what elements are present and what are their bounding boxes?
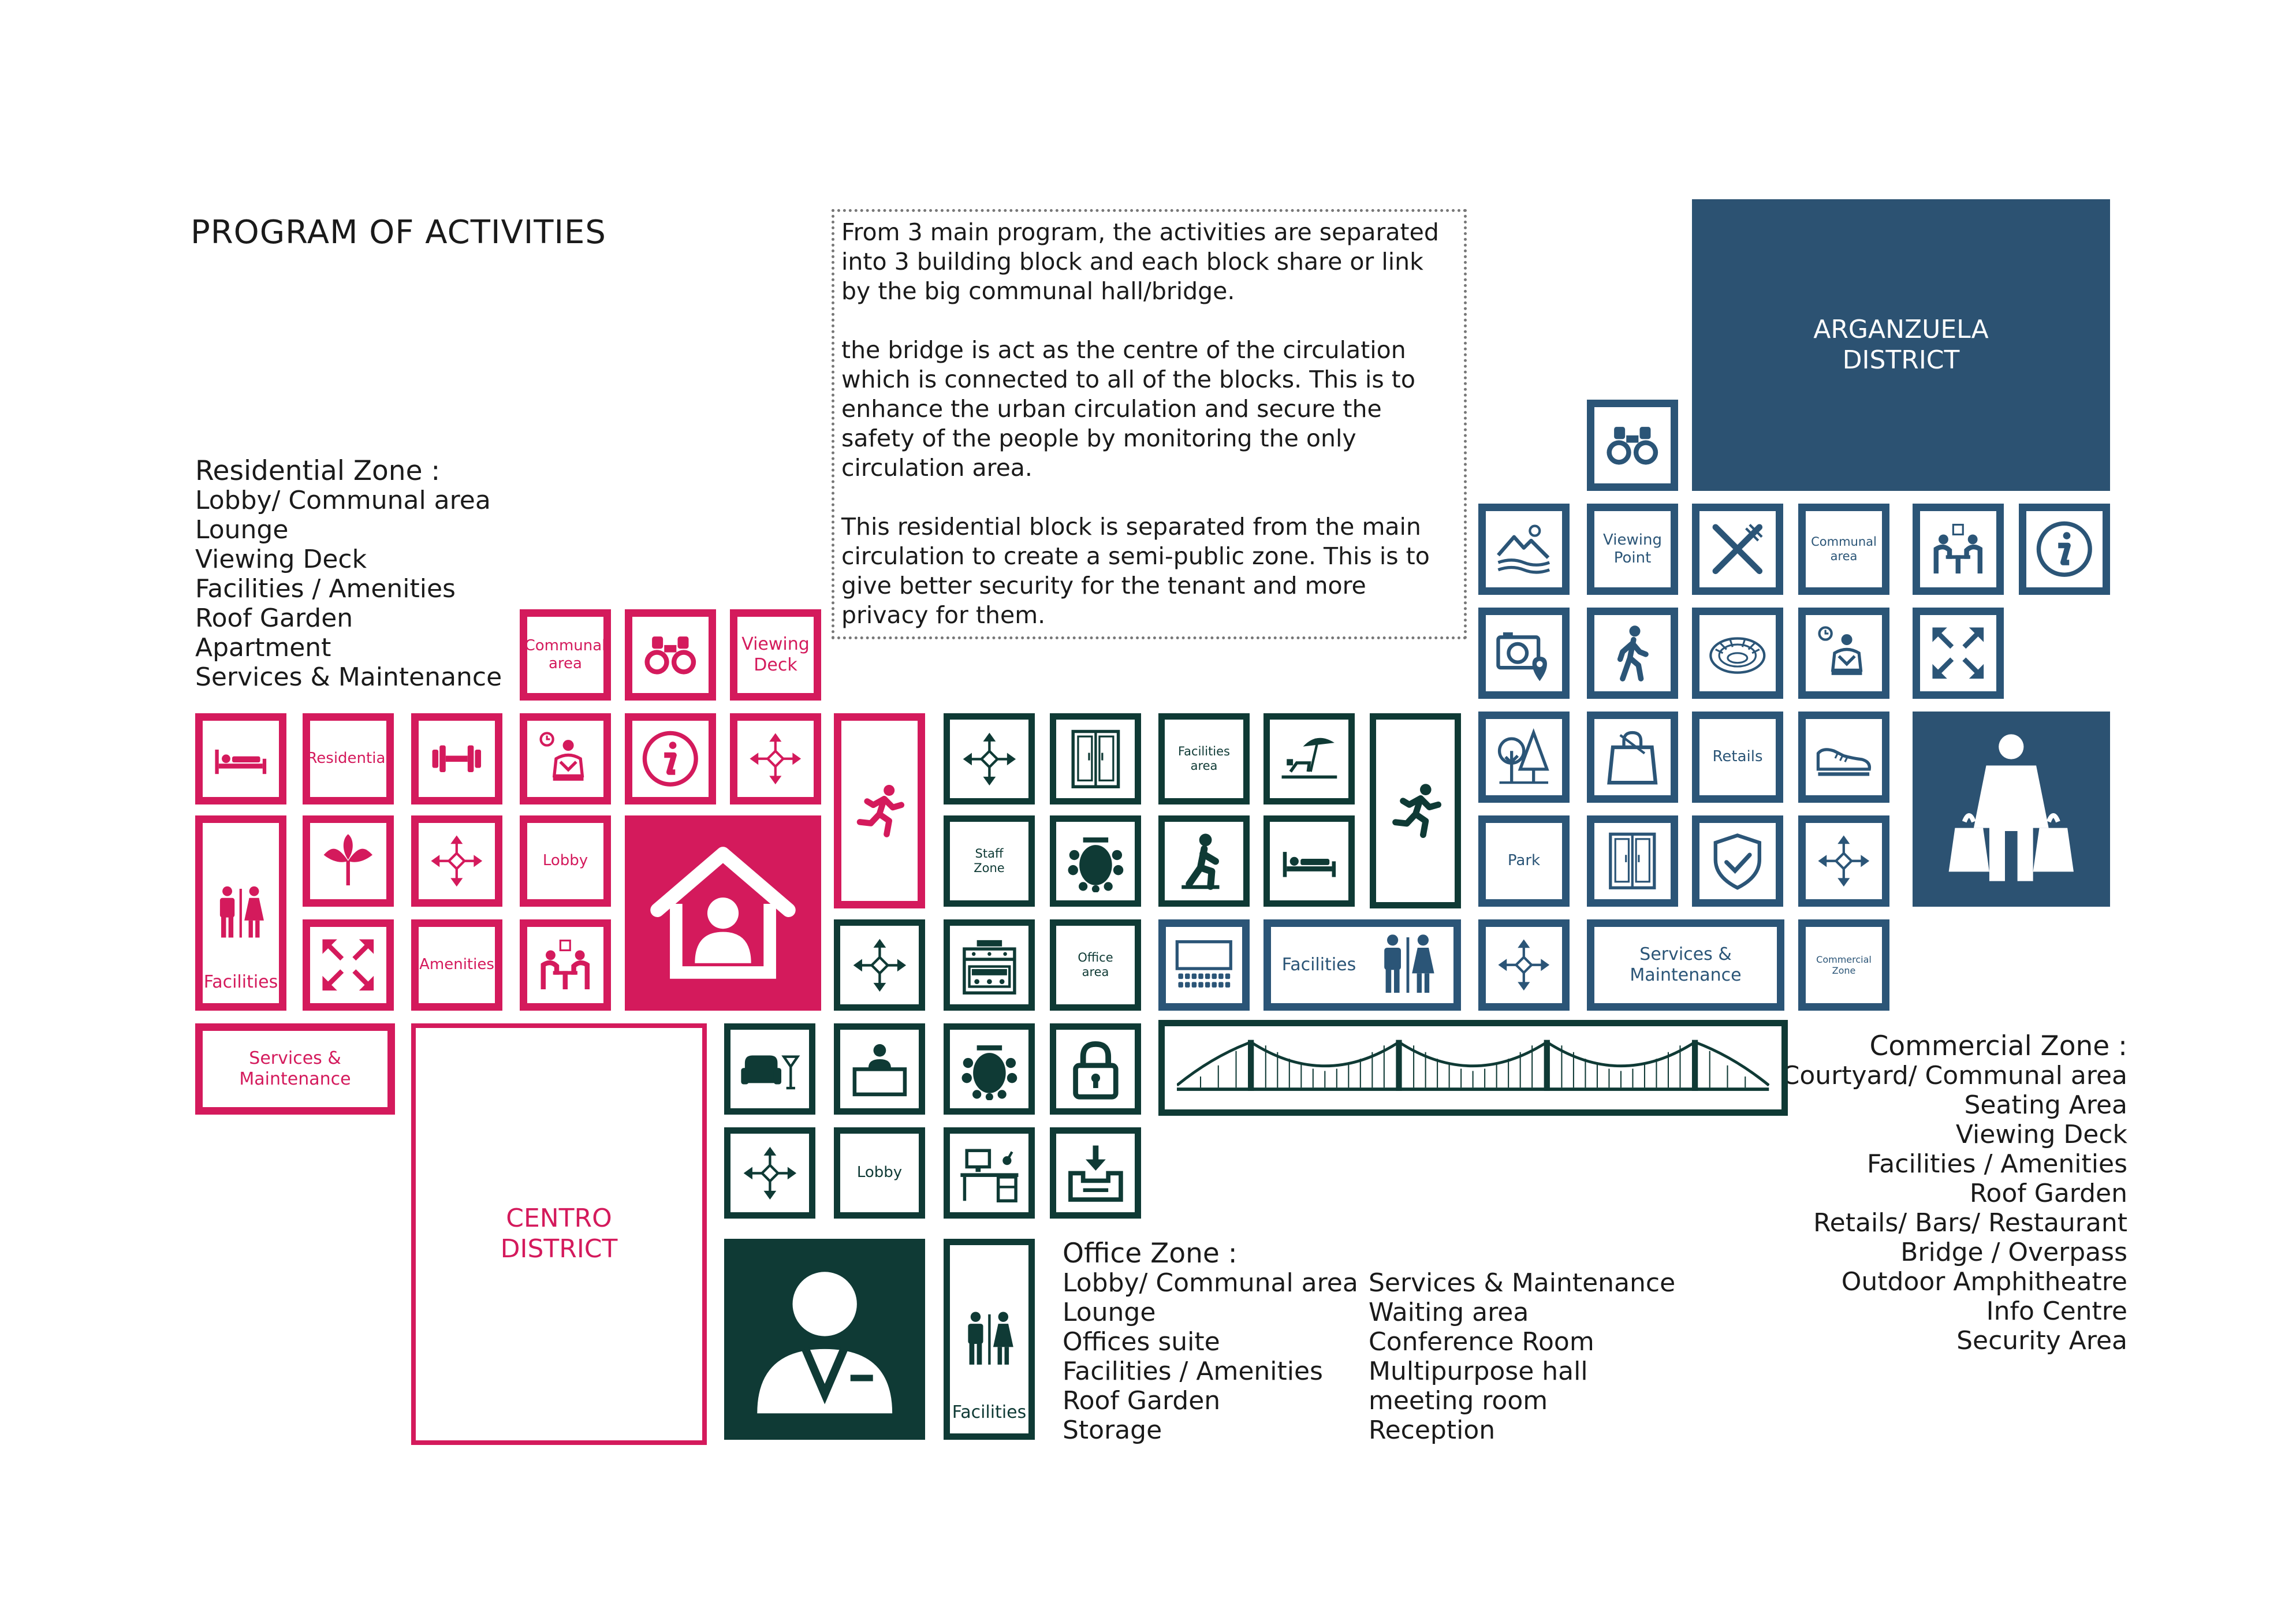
tile-move	[411, 815, 502, 907]
tile-label: Facilities	[203, 972, 278, 992]
stadium-icon	[1707, 623, 1768, 684]
runner-icon	[849, 775, 910, 847]
list-item: Storage	[1063, 1416, 1162, 1445]
tile-move	[1798, 815, 1889, 907]
mountain-icon	[1493, 519, 1555, 580]
tile-expand	[1913, 608, 2004, 699]
tree-icon	[1493, 727, 1555, 788]
tile-label: Residential	[307, 750, 390, 768]
tile-runner	[1370, 713, 1461, 908]
tile-staff-zone	[944, 815, 1035, 907]
tile-bridge	[1158, 1020, 1788, 1116]
district-label: ARGANZUELA	[1813, 314, 1989, 344]
shopping-bag-icon	[1602, 727, 1663, 788]
move-arrows-icon	[426, 830, 487, 892]
tile-meeting	[1913, 504, 2004, 595]
tile-desk	[944, 1127, 1035, 1219]
tile-label: Zone	[974, 861, 1005, 875]
tile-reception	[834, 1023, 925, 1115]
list-item: Facilities / Amenities	[195, 574, 456, 604]
walking-icon	[1602, 623, 1663, 684]
list-item: Lounge	[1063, 1298, 1156, 1327]
list-item: Offices suite	[1063, 1327, 1220, 1357]
tile-label: Commercial	[1816, 953, 1872, 965]
list-item: Bridge / Overpass	[1900, 1238, 2127, 1267]
bed-icon	[210, 728, 271, 789]
tile-communal-area	[520, 609, 611, 701]
tile-lobby	[520, 815, 611, 907]
tile-move	[724, 1127, 815, 1219]
list-item: Multipurpose hall	[1369, 1357, 1588, 1386]
tile-label: Communal	[1811, 534, 1877, 549]
tile-kitchen	[944, 919, 1035, 1011]
tile-label: Park	[1507, 852, 1541, 870]
cutlery-icon	[1707, 519, 1768, 580]
page-title: PROGRAM OF ACTIVITIES	[191, 214, 606, 251]
desk-icon	[958, 1142, 1021, 1205]
move-arrows-icon	[848, 934, 911, 997]
list-item: Info Centre	[1986, 1297, 2127, 1326]
meeting-icon	[1928, 519, 1989, 580]
kitchen-icon	[958, 934, 1021, 997]
list-item: meeting room	[1369, 1386, 1548, 1416]
reception-desk-icon	[848, 1038, 911, 1101]
commercial-zone-heading: Commercial Zone :	[1869, 1030, 2127, 1062]
businessman-icon	[744, 1259, 905, 1420]
list-item: Retails/ Bars/ Restaurant	[1813, 1208, 2127, 1238]
tile-facilities-wc	[1263, 919, 1461, 1011]
tile-services-maintenance	[1587, 919, 1784, 1011]
tile-label: Lobby	[542, 852, 588, 870]
tile-mountain	[1478, 504, 1570, 595]
office-zone-list-2	[1369, 1268, 1675, 1445]
description-paragraph-2: the bridge is act as the centre of the circulation which is connected to all of the blocks. This is to enhance the urban circulation and secure the safety of the people by monitoring the only circulation area.	[841, 336, 1415, 482]
list-item: Viewing Deck	[1955, 1120, 2127, 1149]
tile-bed	[1263, 815, 1355, 907]
list-item: Waiting area	[1369, 1298, 1529, 1327]
list-item: Conference Room	[1369, 1327, 1594, 1357]
shoe-icon	[1813, 727, 1874, 788]
list-item: Apartment	[195, 633, 331, 662]
shopper-icon	[1932, 731, 2090, 887]
tile-commercial-zone	[1798, 919, 1889, 1011]
tile-viewing-deck	[730, 609, 821, 701]
tile-plant	[303, 815, 394, 907]
info-icon	[640, 728, 701, 789]
tile-label: Point	[1613, 549, 1652, 567]
tile-label: Staff	[975, 846, 1004, 861]
list-item: Services & Maintenance	[1369, 1268, 1676, 1298]
cinema-icon	[1173, 934, 1235, 996]
tile-label: Maintenance	[239, 1069, 351, 1089]
description-box	[832, 209, 1467, 639]
conference-table-icon	[1064, 830, 1127, 893]
tile-waiting	[1798, 608, 1889, 699]
tile-residential	[303, 713, 394, 804]
tile-move	[944, 713, 1035, 804]
tile-binoculars	[1587, 400, 1678, 491]
tile-bed	[195, 713, 286, 804]
tile-waiting	[520, 713, 611, 804]
conference-table-icon	[958, 1038, 1021, 1101]
tile-amenities	[411, 919, 502, 1011]
info-icon	[2034, 519, 2095, 580]
tile-office-person	[724, 1239, 925, 1440]
list-item: Roof Garden	[1063, 1386, 1221, 1416]
expand-icon	[1928, 623, 1989, 684]
list-item: Reception	[1369, 1416, 1496, 1445]
tile-stadium	[1692, 608, 1783, 699]
list-item: Roof Garden	[195, 604, 353, 633]
tile-conference	[1050, 815, 1141, 907]
tile-tree	[1478, 712, 1570, 803]
tile-park	[1478, 815, 1570, 907]
list-item: Roof Garden	[1969, 1179, 2127, 1208]
list-item: Facilities / Amenities	[1063, 1357, 1323, 1386]
list-item: Lobby/ Communal area	[1063, 1268, 1358, 1298]
tile-shopper	[1913, 712, 2110, 907]
tile-locker	[1050, 713, 1141, 804]
residential-zone-heading: Residential Zone :	[195, 455, 441, 487]
centro-district	[411, 1023, 707, 1445]
dumbbell-icon	[426, 728, 487, 789]
move-arrows-icon	[739, 1142, 802, 1205]
tile-communal-area	[1798, 504, 1889, 595]
toilet-icon	[958, 1297, 1021, 1382]
tile-inbox	[1050, 1127, 1141, 1219]
tile-services-maintenance	[195, 1023, 395, 1115]
tile-move	[1478, 919, 1570, 1011]
list-item: Viewing Deck	[195, 545, 367, 574]
list-item: Security Area	[1956, 1326, 2127, 1355]
toilet-icon	[1373, 930, 1443, 1000]
tile-label: Viewing	[741, 634, 810, 654]
tile-label: Zone	[1832, 965, 1856, 976]
commercial-zone-list	[1782, 1031, 2127, 1355]
tile-label: Maintenance	[1630, 965, 1742, 985]
runner-icon	[1384, 774, 1447, 847]
move-arrows-icon	[1813, 830, 1874, 892]
binoculars-icon	[1602, 415, 1663, 476]
lock-icon	[1064, 1038, 1127, 1101]
list-item: Seating Area	[1964, 1090, 2127, 1120]
meeting-icon	[535, 934, 596, 996]
expand-icon	[318, 934, 379, 996]
list-item: Services & Maintenance	[195, 662, 502, 692]
tile-cinema	[1158, 919, 1250, 1011]
tile-info	[2019, 504, 2110, 595]
house-person-icon	[644, 835, 802, 991]
lounge-chair-icon	[739, 1038, 802, 1101]
district-label: CENTRO	[506, 1204, 612, 1234]
list-item: Lounge	[195, 515, 289, 545]
tile-label: Deck	[754, 655, 797, 675]
move-arrows-icon	[1493, 934, 1555, 996]
tile-walking	[1587, 608, 1678, 699]
tile-beach	[1263, 713, 1355, 804]
tile-lobby	[834, 1127, 925, 1219]
tile-locker	[1587, 815, 1678, 907]
tile-dumbbell	[411, 713, 502, 804]
arganzuela-district	[1692, 199, 2110, 491]
tile-facilities-office	[944, 1239, 1035, 1440]
description-paragraph-1: From 3 main program, the activities are separated into 3 building block and each block share or link by the big communal hall/bridge.	[841, 218, 1439, 305]
tile-label: Facilities	[1281, 955, 1356, 975]
list-item: Courtyard/ Communal area	[1781, 1061, 2127, 1090]
tile-facilities-area	[1158, 713, 1250, 804]
locker-icon	[1064, 728, 1127, 791]
kneel-icon	[1173, 830, 1236, 893]
inbox-icon	[1064, 1142, 1127, 1205]
tile-kneel	[1158, 815, 1250, 907]
office-zone-list	[1063, 1239, 1358, 1445]
district-label: DISTRICT	[1842, 345, 1960, 375]
list-item: Lobby/ Communal area	[195, 486, 491, 515]
tile-apartment	[625, 815, 821, 1011]
bed-icon	[1278, 830, 1341, 893]
tile-label: Lobby	[856, 1164, 903, 1182]
tile-cutlery	[1692, 504, 1783, 595]
tile-move	[834, 919, 925, 1011]
beach-icon	[1278, 728, 1341, 791]
bridge-icon	[1177, 1034, 1769, 1101]
move-arrows-icon	[958, 728, 1021, 791]
tile-shoe	[1798, 712, 1889, 803]
tile-meeting	[520, 919, 611, 1011]
tile-lock	[1050, 1023, 1141, 1115]
camera-pin-icon	[1493, 623, 1555, 684]
binoculars-icon	[640, 624, 701, 686]
tile-facilities	[195, 815, 286, 1011]
district-label: DISTRICT	[500, 1234, 618, 1264]
toilet-icon	[210, 873, 271, 953]
residential-zone-list	[195, 456, 502, 692]
tile-label: area	[1830, 549, 1858, 563]
shield-icon	[1707, 830, 1768, 892]
tile-expand	[303, 919, 394, 1011]
locker-icon	[1602, 830, 1663, 892]
tile-label: Office	[1078, 950, 1113, 964]
tile-label: area	[1082, 965, 1109, 979]
tile-shield	[1692, 815, 1783, 907]
tile-label: Facilities	[952, 1402, 1027, 1422]
list-item: Facilities / Amenities	[1867, 1149, 2127, 1179]
tile-conference	[944, 1023, 1035, 1115]
tile-label: area	[549, 655, 582, 672]
tile-retails	[1692, 712, 1783, 803]
tile-move	[730, 713, 821, 804]
tile-lounge	[724, 1023, 815, 1115]
tile-info	[625, 713, 716, 804]
move-arrows-icon	[745, 728, 806, 789]
tile-label: Viewing	[1603, 531, 1662, 549]
waiting-icon	[535, 728, 596, 789]
tile-shopping-bag	[1587, 712, 1678, 803]
tile-runner	[834, 713, 925, 908]
tile-office-area	[1050, 919, 1141, 1011]
tile-camera	[1478, 608, 1570, 699]
description-paragraph-3: This residential block is separated from the main circulation to create a semi-public zone. This is to give better security for the tenant and more privacy for them.	[841, 513, 1430, 629]
tile-label: Services &	[249, 1048, 341, 1068]
tile-label: Services &	[1639, 944, 1732, 964]
plant-icon	[318, 830, 379, 892]
tile-label: Retails	[1712, 748, 1763, 766]
list-item: Outdoor Amphitheatre	[1841, 1267, 2127, 1297]
waiting-icon	[1813, 623, 1874, 684]
tile-binoculars	[625, 609, 716, 701]
tile-label: Communal	[524, 636, 606, 654]
tile-label: Amenities	[419, 956, 494, 974]
office-zone-heading: Office Zone :	[1063, 1238, 1238, 1269]
tile-label: Facilities	[1178, 744, 1230, 758]
tile-viewing-point	[1587, 504, 1678, 595]
tile-label: area	[1190, 759, 1218, 773]
